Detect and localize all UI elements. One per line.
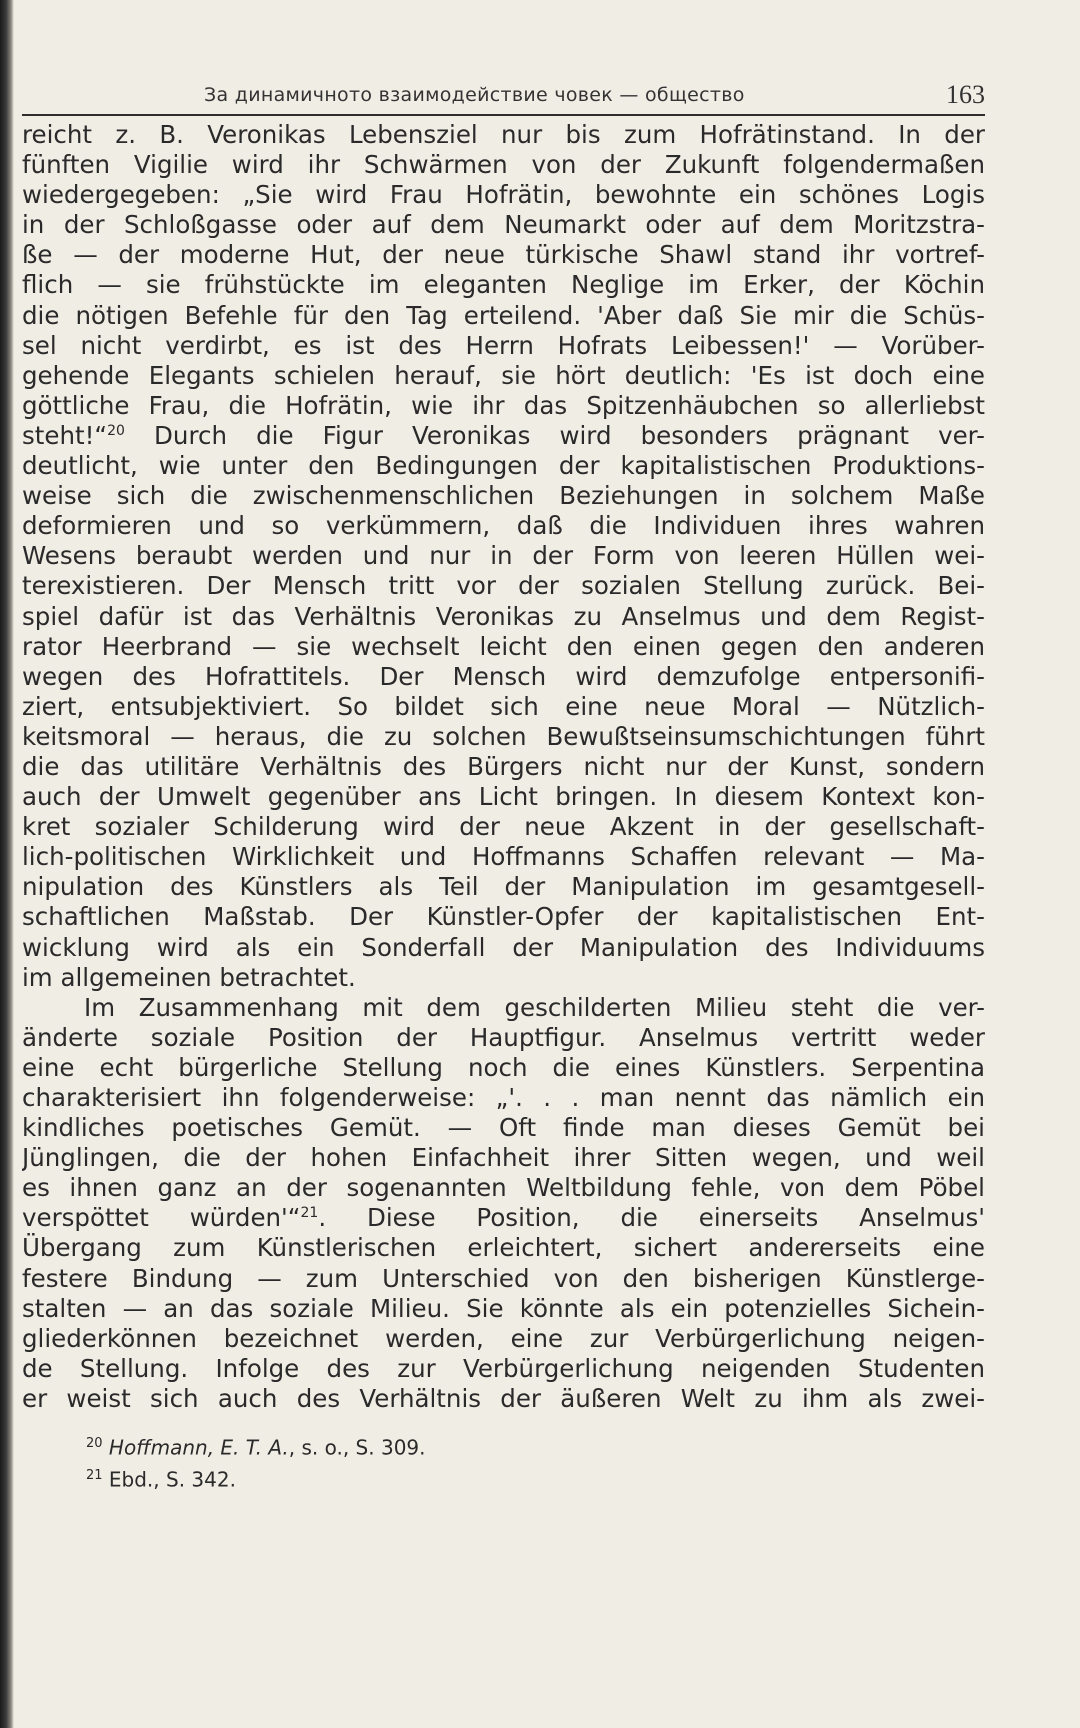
footnote-text: Ebd., S. 342. xyxy=(108,1467,236,1492)
text-line: wegen des Hofrattitels. Der Mensch wird demzufolge entpersonifi- xyxy=(22,661,985,691)
text-line: göttliche Frau, die Hofrätin, wie ihr das Spitzenhäubchen so allerliebst xyxy=(22,390,985,420)
text-line: weise sich die zwischenmenschlichen Beziehungen in solchem Maße xyxy=(22,481,985,511)
footnotes xyxy=(22,1430,985,1493)
text-line: spiel dafür ist das Verhältnis Veronikas zu Anselmus und dem Regist- xyxy=(22,601,985,631)
text-line: wicklung wird als ein Sonderfall der Manipulation des Individuums xyxy=(22,932,985,962)
text-line: stalten — an das soziale Milieu. Sie könnte als ein potenzielles Sichein- xyxy=(22,1293,985,1323)
text-line: kindliches poetisches Gemüt. — Oft finde man dieses Gemüt bei xyxy=(22,1113,985,1143)
text-line: es ihnen ganz an der sogenannten Weltbildung fehle, von dem Pöbel xyxy=(22,1173,985,1203)
text-line: gliederkönnen bezeichnet werden, eine zur Verbürgerlichung neigen- xyxy=(22,1323,985,1353)
text-line: keitsmoral — heraus, die zu solchen Bewußtseinsumschichtungen führt xyxy=(22,721,985,751)
footnote-20 xyxy=(86,1430,985,1462)
text-line: schaftlichen Maßstab. Der Künstler-Opfer der kapitalistischen Ent- xyxy=(22,902,985,932)
footnote-ref-20[interactable]: 20 xyxy=(107,422,125,439)
footnote-author: Hoffmann, E. T. A. xyxy=(108,1435,289,1460)
text-line: änderte soziale Position der Hauptfigur. Anselmus vertritt weder xyxy=(22,1022,985,1052)
text-line: ße — der moderne Hut, der neue türkische Shawl stand ihr vortref- xyxy=(22,240,985,270)
header-rule xyxy=(22,114,985,116)
text-line: lich-politischen Wirklichkeit und Hoffmanns Schaffen relevant — Ma- xyxy=(22,842,985,872)
text-line: die das utilitäre Verhältnis des Bürgers nicht nur der Kunst, sondern xyxy=(22,751,985,781)
body-text xyxy=(22,120,985,1414)
text-line-paragraph-end: im allgemeinen betrachtet. xyxy=(22,962,356,992)
text-line: terexistieren. Der Mensch tritt vor der sozialen Stellung zurück. Bei- xyxy=(22,571,985,601)
text-line: auch der Umwelt gegenüber ans Licht bringen. In diesem Kontext kon- xyxy=(22,782,985,812)
text-fragment: . Diese Position, die einerseits Anselmus' xyxy=(318,1203,985,1233)
text-line: in der Schloßgasse oder auf dem Neumarkt oder auf dem Moritzstra- xyxy=(22,210,985,240)
text-line: Jünglingen, die der hohen Einfachheit ihrer Sitten wegen, und weil xyxy=(22,1143,985,1173)
text-line: charakterisiert ihn folgenderweise: „'. . . man nennt das nämlich ein xyxy=(22,1083,985,1112)
text-line: fünften Vigilie wird ihr Schwärmen von der Zukunft folgendermaßen xyxy=(22,150,985,180)
text-fragment: steht!“ xyxy=(22,420,108,450)
book-page xyxy=(22,76,985,1493)
footnote-text: , s. o., S. 309. xyxy=(288,1435,426,1460)
text-line: Übergang zum Künstlerischen erleichtert, sichert andererseits eine xyxy=(22,1233,985,1263)
text-line: Wesens beraubt werden und nur in der Form von leeren Hüllen wei- xyxy=(22,541,985,571)
book-binding-shadow xyxy=(0,0,14,1728)
running-head xyxy=(22,76,985,120)
text-line: deformieren und so verkümmern, daß die Individuen ihres wahren xyxy=(22,511,985,541)
text-line: die nötigen Befehle für den Tag erteilend. 'Aber daß Sie mir die Schüs- xyxy=(22,300,985,330)
text-line: flich — sie frühstückte im eleganten Neglige im Erker, der Köchin xyxy=(22,270,985,300)
footnote-number: 20 xyxy=(86,1436,103,1452)
text-line: reicht z. B. Veronikas Lebensziel nur bis zum Hofrätinstand. In der xyxy=(22,120,985,149)
text-line: eine echt bürgerliche Stellung noch die eines Künstlers. Serpentina xyxy=(22,1052,985,1082)
text-line: sel nicht verdirbt, es ist des Herrn Hofrats Leibessen!' — Vorüber- xyxy=(22,330,985,360)
footnote-21 xyxy=(86,1462,985,1494)
text-line-with-footnote-20 xyxy=(22,421,985,451)
text-line: gehende Elegants schielen herauf, sie hört deutlich: 'Es ist doch eine xyxy=(22,360,985,390)
text-line: wiedergegeben: „Sie wird Frau Hofrätin, bewohnte ein schönes Logis xyxy=(22,180,985,210)
text-fragment: verspöttet würden'“ xyxy=(22,1203,301,1233)
text-line: kret sozialer Schilderung wird der neue Akzent in der gesellschaft- xyxy=(22,812,985,842)
text-line-with-footnote-21 xyxy=(22,1203,985,1233)
footnote-number: 21 xyxy=(86,1467,103,1483)
text-fragment: Durch die Figur Veronikas wird besonders prägnant ver- xyxy=(154,420,985,450)
text-line: nipulation des Künstlers als Teil der Manipulation im gesamtgesell- xyxy=(22,872,985,902)
running-title: За динамичното взаимодействие човек — общество xyxy=(204,84,745,106)
page-number: 163 xyxy=(946,80,985,109)
text-line-paragraph-start: Im Zusammenhang mit dem geschilderten Milieu steht die ver- xyxy=(84,992,985,1022)
text-line: ziert, entsubjektiviert. So bildet sich eine neue Moral — Nützlich- xyxy=(22,691,985,721)
text-line: festere Bindung — zum Unterschied von den bisherigen Künstlerge- xyxy=(22,1263,985,1293)
footnote-ref-21[interactable]: 21 xyxy=(300,1205,319,1222)
text-line: er weist sich auch des Verhältnis der äußeren Welt zu ihm als zwei- xyxy=(22,1383,985,1413)
text-line: deutlicht, wie unter den Bedingungen der kapitalistischen Produktions- xyxy=(22,451,985,481)
text-line: de Stellung. Infolge des zur Verbürgerlichung neigenden Studenten xyxy=(22,1353,985,1383)
text-line: rator Heerbrand — sie wechselt leicht den einen gegen den anderen xyxy=(22,631,985,661)
